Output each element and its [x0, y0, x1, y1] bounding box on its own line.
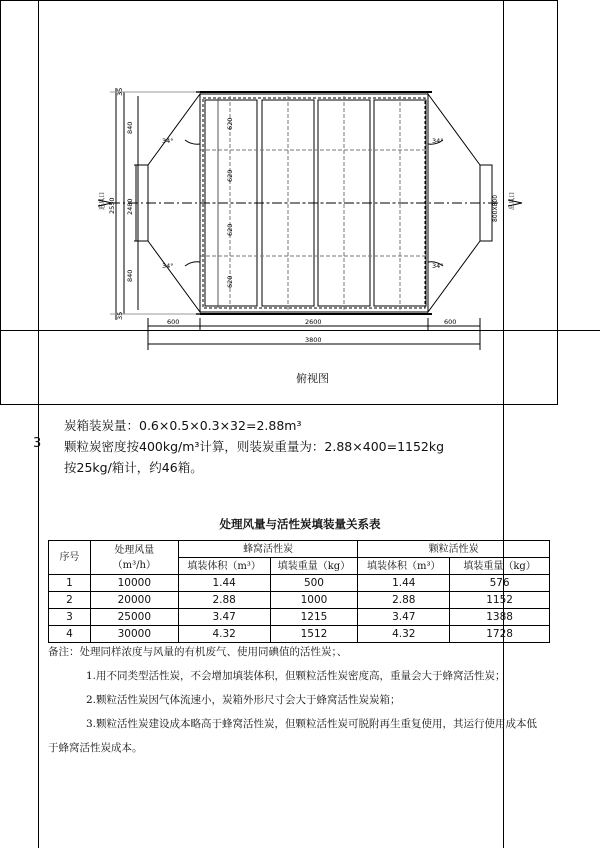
- cell-index: 1: [49, 575, 91, 592]
- cell-gr-weight: 576: [450, 575, 550, 592]
- note-item-1: 1.用不同类型活性炭，不会增加填装体积，但颗粒活性炭密度高，重量会大于蜂窝活性炭；: [86, 670, 506, 682]
- table-row: [49, 592, 550, 609]
- dim-label: 3800: [305, 336, 322, 344]
- spec-line-2: 颗粒炭密度按400kg/m³计算，则装炭重量为：2.88×400=1152kg: [64, 439, 445, 454]
- angle-label: 34°: [432, 137, 444, 145]
- cell-hc-weight: 1215: [270, 609, 358, 626]
- cell-hc-volume: 2.88: [178, 592, 270, 609]
- row-number: 3: [33, 436, 42, 451]
- relation-table: [48, 540, 550, 643]
- dim-label: 2550: [108, 197, 116, 214]
- note-item-3: 3.颗粒活性炭建设成本略高于蜂窝活性炭，但颗粒活性炭可脱附再生重复使用，其运行使用成本低: [86, 718, 538, 730]
- table-row: [49, 626, 550, 643]
- cell-gr-volume: 3.47: [358, 609, 450, 626]
- cell-gr-volume: 4.32: [358, 626, 450, 643]
- note-intro: 备注：处理同样浓度与风量的有机废气、使用同碘值的活性炭；、: [48, 646, 348, 658]
- header-weight: 填装重量（kg）: [450, 558, 550, 575]
- dim-label: 840: [126, 269, 134, 282]
- note-item-3-cont: 于蜂窝活性炭成本。: [48, 742, 143, 754]
- dim-label: 35: [116, 311, 124, 320]
- header-granular: 颗粒活性炭: [358, 541, 550, 558]
- spec-line-3: 按25kg/箱计，约46箱。: [64, 460, 203, 475]
- table-row: [49, 575, 550, 592]
- angle-label: 34°: [162, 262, 174, 270]
- dim-label: 600: [167, 318, 180, 326]
- cell-gr-weight: 1728: [450, 626, 550, 643]
- inlet-label: 进风口: [99, 191, 106, 210]
- header-weight: 填装重量（kg）: [270, 558, 358, 575]
- table-title: 处理风量与活性炭填装量关系表: [219, 517, 381, 531]
- header-flow-line1: 处理风量: [114, 544, 155, 556]
- angle-label: 34°: [162, 137, 174, 145]
- cell-gr-weight: 1388: [450, 609, 550, 626]
- cell-flow: 20000: [90, 592, 178, 609]
- table-header-row: [49, 541, 550, 558]
- note-item-2: 2.颗粒活性炭因气体流速小，炭箱外形尺寸会大于蜂窝活性炭炭箱；: [86, 694, 401, 706]
- dim-label: 840: [126, 121, 134, 134]
- cell-hc-volume: 1.44: [178, 575, 270, 592]
- cell-flow: 30000: [90, 626, 178, 643]
- dim-label: 620: [226, 223, 234, 236]
- dim-label: 620: [226, 275, 234, 288]
- dim-label: 620: [226, 117, 234, 130]
- cell-gr-weight: 1152: [450, 592, 550, 609]
- cell-flow: 10000: [90, 575, 178, 592]
- header-volume: 填装体积（m³）: [358, 558, 450, 575]
- angle-label: 34°: [432, 262, 444, 270]
- drawing-caption: 俯视图: [296, 372, 329, 385]
- header-flow-line2: （m³/h）: [112, 559, 156, 571]
- dim-label: 620: [226, 169, 234, 182]
- cell-index: 4: [49, 626, 91, 643]
- header-flow: [90, 541, 178, 575]
- outlet-label: 出风口: [509, 191, 516, 210]
- header-honeycomb: 蜂窝活性炭: [178, 541, 358, 558]
- cell-index: 3: [49, 609, 91, 626]
- cell-hc-weight: 1000: [270, 592, 358, 609]
- dim-label: 2600: [305, 318, 322, 326]
- dim-label: 2480: [126, 198, 134, 215]
- cell-hc-volume: 3.47: [178, 609, 270, 626]
- outlet-size-label: 800X800: [492, 194, 499, 222]
- cell-hc-volume: 4.32: [178, 626, 270, 643]
- dim-label: 35: [116, 87, 124, 96]
- cell-flow: 25000: [90, 609, 178, 626]
- cell-hc-weight: 1512: [270, 626, 358, 643]
- header-index: 序号: [49, 541, 91, 575]
- table-row: [49, 609, 550, 626]
- cell-index: 2: [49, 592, 91, 609]
- cell-hc-weight: 500: [270, 575, 358, 592]
- spec-line-1: 炭箱装炭量：0.6×0.5×0.3×32=2.88m³: [64, 418, 302, 433]
- cell-gr-volume: 2.88: [358, 592, 450, 609]
- dim-label: 600: [444, 318, 457, 326]
- header-volume: 填装体积（m³）: [178, 558, 270, 575]
- cell-gr-volume: 1.44: [358, 575, 450, 592]
